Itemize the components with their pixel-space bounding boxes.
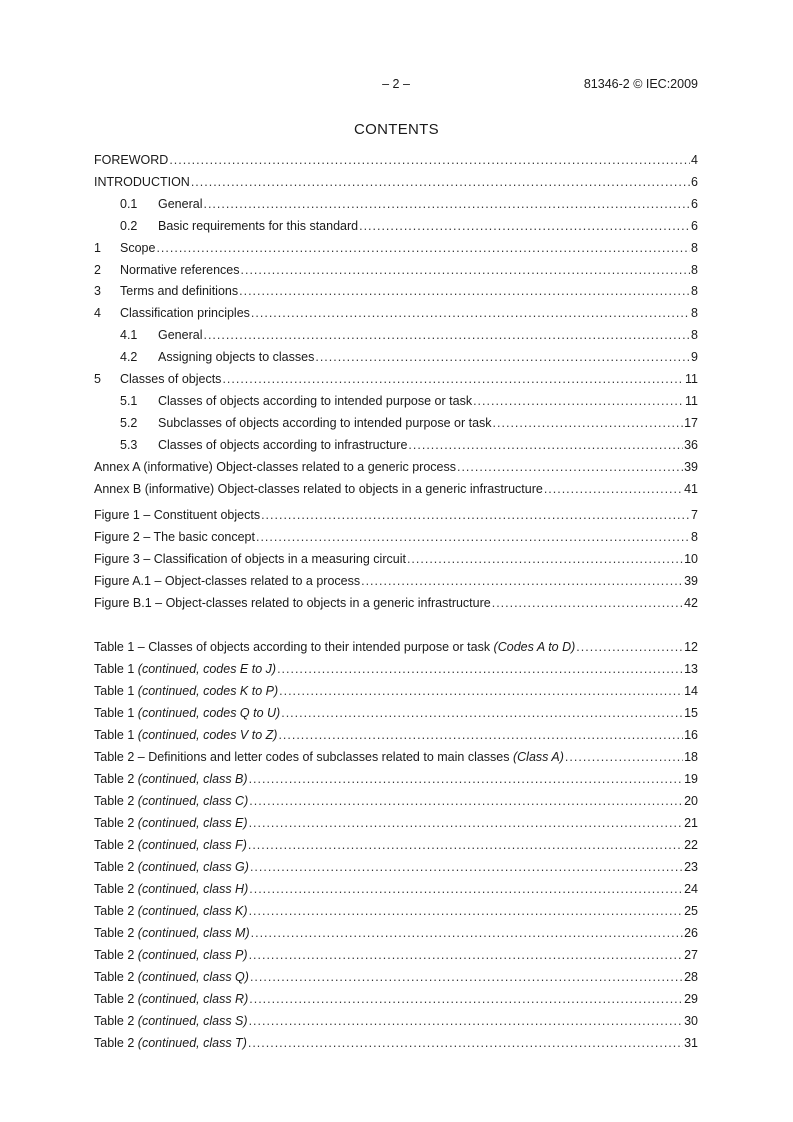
toc-page-number: 8 [691,530,698,544]
table-entry-prefix: Table 2 [94,970,138,984]
table-entry-title [94,881,248,897]
table-entry[interactable] [94,903,698,919]
table-entry-prefix: Table 2 – Definitions and letter codes of subclasses related to main classes [94,750,513,764]
toc-page-number: 10 [684,552,698,566]
page-title: CONTENTS [354,121,439,138]
toc-entry-title [120,327,202,343]
toc-page-number: 30 [684,1014,698,1028]
toc-entry-number: 5.3 [120,437,138,452]
table-entry-qualifier: (continued, class Q) [137,970,249,984]
toc-page-number: 23 [684,860,698,874]
table-entry[interactable] [94,1013,698,1029]
table-entry[interactable] [94,925,698,941]
table-entry-prefix: Table 2 [94,838,138,852]
toc-page-number: 12 [684,640,698,654]
table-entry[interactable] [94,1035,698,1051]
toc-entry-number: 0.1 [120,196,138,211]
toc-page-number: 6 [691,218,698,233]
leader-dots [565,749,683,765]
leader-dots [248,837,683,853]
leader-dots [361,573,683,589]
table-entry-title [94,661,276,677]
table-entry-qualifier: (continued, codes V to Z) [137,728,278,742]
toc-entry-title [94,371,221,387]
table-entry[interactable] [94,859,698,875]
toc-page-number: 8 [691,284,698,299]
leader-dots [278,727,683,743]
toc-entry-title [120,393,472,409]
table-entry-prefix: Table 2 [94,860,138,874]
toc-entry-label: Scope [120,240,156,255]
leader-dots [359,218,690,234]
leader-dots [203,196,690,212]
toc-entry-number: 3 [94,284,101,299]
table-entry-title [94,793,248,809]
toc-entry-number: 1 [94,240,101,255]
toc-entry-title [120,349,314,365]
toc-page-number: 28 [684,970,698,984]
table-entry-title [94,1035,247,1051]
page-header [94,77,698,93]
table-entry-title [94,837,247,853]
toc-entry[interactable] [94,393,698,409]
toc-page-number: 20 [684,794,698,808]
table-entry-prefix: Table 2 [94,904,138,918]
toc-entry[interactable] [94,327,698,343]
table-entry-title [94,903,248,919]
leader-dots [492,595,683,611]
leader-dots [239,283,690,299]
table-entry[interactable] [94,705,698,721]
toc-page-number: 8 [691,262,698,277]
toc-page-number: 25 [684,904,698,918]
leader-dots [249,815,684,831]
table-entry-qualifier: (continued, codes E to J) [137,662,277,676]
toc-entry[interactable] [94,240,698,256]
table-entry-qualifier: (continued, class R) [137,992,249,1006]
leader-dots [473,393,684,409]
toc-page-number: 14 [684,684,698,698]
toc-entry[interactable] [94,218,698,234]
table-entry-qualifier: (continued, class C) [137,794,249,808]
table-entry-prefix: Table 2 [94,926,138,940]
leader-dots [248,1035,683,1051]
leader-dots [203,327,690,343]
toc-entry[interactable] [94,174,698,190]
toc-entry-label: Assigning objects to classes [158,350,315,365]
toc-entry-label: FOREWORD [94,153,169,167]
figure-entry-title: Figure 1 – Constituent objects [94,508,261,522]
table-entry[interactable] [94,661,698,677]
toc-page-number: 19 [684,772,698,786]
leader-dots [576,639,683,655]
toc-entry-title [120,196,202,212]
toc-entry-number: 5.2 [120,415,138,430]
table-entry-title [94,771,248,787]
toc-entry-title [94,305,250,321]
table-entry[interactable] [94,771,698,787]
table-entry-qualifier: (continued, class S) [137,1014,248,1028]
table-entry-prefix: Table 2 [94,1014,138,1028]
toc-page-number: 41 [684,481,698,496]
leader-dots [250,969,683,985]
toc-entry-number: 5.1 [120,393,138,408]
table-entry-qualifier: (continued, class P) [137,948,248,962]
toc-entry[interactable] [94,415,698,431]
toc-entry-title [94,174,190,190]
figure-entry-title: Figure B.1 – Object-classes related to objects in a generic infrastructure [94,596,491,610]
toc-page-number: 8 [691,306,698,321]
table-entry[interactable] [94,793,698,809]
table-entry[interactable] [94,727,698,743]
figure-entry[interactable] [94,595,698,611]
toc-entry-label: Classes of objects according to infrastructure [158,437,408,452]
table-entry-qualifier: (continued, class G) [137,860,249,874]
toc-page-number: 27 [684,948,698,962]
toc-entry[interactable] [94,349,698,365]
toc-entry[interactable] [94,152,698,168]
leader-dots [408,437,683,453]
leader-dots [493,415,684,431]
table-entry-prefix: Table 2 [94,794,138,808]
toc-entry-number: 4.2 [120,350,138,365]
toc-page-number: 17 [684,415,698,430]
toc-page-number: 21 [684,816,698,830]
toc-entry-number: 4.1 [120,328,138,343]
table-entry[interactable] [94,749,698,765]
figure-entry[interactable] [94,529,698,545]
table-entry[interactable] [94,837,698,853]
toc-page-number: 11 [685,372,698,386]
toc-entry-number: 4 [94,306,101,321]
leader-dots [249,991,683,1007]
table-entry[interactable] [94,881,698,897]
toc-page-number: 11 [685,393,698,408]
toc-page-number: 6 [691,174,698,189]
table-entry-qualifier: (continued, class F) [137,838,247,852]
table-entry-prefix: Table 2 [94,948,138,962]
toc-page-number: 9 [691,350,698,365]
figure-entry-title: Figure 2 – The basic concept [94,530,255,544]
toc-page-number: 13 [684,662,698,676]
table-entry-qualifier: (continued, class M) [137,926,250,940]
leader-dots [315,349,690,365]
table-entry-qualifier: (continued, class H) [137,882,249,896]
table-entry-qualifier: (continued, class B) [137,772,248,786]
toc-entry-label: Normative references [120,262,240,277]
leader-dots [222,371,684,387]
table-entry[interactable] [94,815,698,831]
table-entry[interactable] [94,947,698,963]
leader-dots [249,1013,684,1029]
leader-dots [249,771,684,787]
leader-dots [277,661,683,677]
table-entry-title [94,925,250,941]
leader-dots [457,459,683,475]
toc-entry-title [94,459,456,475]
toc-entry-title [94,240,155,256]
toc-entry-number: 5 [94,372,101,386]
toc-page-number: 42 [684,596,698,610]
toc-page-number: 8 [691,328,698,343]
toc-page-number: 7 [691,508,698,522]
toc-entry-label: General [158,196,203,211]
leader-dots [249,793,683,809]
leader-dots [249,881,683,897]
toc-entry-title [94,481,543,497]
figure-entry[interactable] [94,573,698,589]
toc-entry-label: Classes of objects according to intended purpose or task [158,393,473,408]
toc-page-number: 31 [684,1036,698,1050]
toc-entry[interactable] [94,283,698,299]
table-entry-prefix: Table 2 [94,1036,138,1050]
table-entry-prefix: Table 1 – Classes of objects according to their intended purpose or task [94,640,494,654]
leader-dots [261,507,690,523]
toc-entry-label: Annex A (informative) Object-classes related to a generic process [94,459,456,474]
toc-page-number: 15 [684,706,698,720]
table-entry-title [94,639,575,655]
toc-entry[interactable] [94,481,698,497]
toc-page-number: 39 [684,574,698,588]
toc-page-number: 6 [691,196,698,211]
leader-dots [241,262,691,278]
leader-dots [250,859,683,875]
leader-dots [251,925,683,941]
table-entry-prefix: Table 1 [94,684,138,698]
leader-dots [544,481,683,497]
table-entry-title [94,991,248,1007]
toc-page-number: 39 [684,459,698,474]
table-entry[interactable] [94,969,698,985]
leader-dots [191,174,690,190]
leader-dots [251,305,690,321]
toc-entry-label: General [158,328,203,343]
toc-entry[interactable] [94,459,698,475]
table-entry-prefix: Table 1 [94,728,138,742]
table-entry-qualifier: (continued, class E) [137,816,248,830]
table-entry-qualifier: (Class A) [512,750,564,764]
toc-entry-label: Annex B (informative) Object-classes related to objects in a generic infrastructure [94,481,543,496]
table-entry-qualifier: (continued, codes K to P) [137,684,279,698]
toc-entry-title [94,262,240,278]
leader-dots [249,903,684,919]
toc-entry-label: INTRODUCTION [94,174,190,189]
table-entry-title [94,683,278,699]
table-entry-qualifier: (continued, codes Q to U) [137,706,281,720]
table-entry-qualifier: (continued, class T) [137,1036,247,1050]
table-entry-qualifier: (Codes A to D) [493,640,576,654]
toc-entry[interactable] [94,437,698,453]
table-entry-title [94,727,277,743]
page-number: – 2 – [382,77,410,91]
table-entry-prefix: Table 2 [94,882,138,896]
toc-entry-label: Terms and definitions [120,284,239,299]
toc-page-number: 24 [684,882,698,896]
toc-entry-title [120,415,492,431]
toc-page-number: 8 [691,240,698,255]
table-entry-qualifier: (continued, class K) [137,904,248,918]
toc-page-number: 26 [684,926,698,940]
toc-entry-label: Subclasses of objects according to intended purpose or task [158,415,492,430]
table-entry[interactable] [94,639,698,655]
toc-entry-label: Basic requirements for this standard [158,218,359,233]
table-entry-title [94,815,248,831]
document-id: 81346-2 © IEC:2009 [583,77,698,91]
leader-dots [249,947,684,963]
figure-entry-title: Figure A.1 – Object-classes related to a process [94,574,361,588]
toc-page-number: 22 [684,838,698,852]
table-entry-prefix: Table 2 [94,816,138,830]
toc-entry-title [94,283,238,299]
toc-page-number: 4 [691,153,698,167]
table-entry-title [94,947,248,963]
toc-entry-number: 0.2 [120,218,138,233]
leader-dots [169,152,690,168]
table-entry-prefix: Table 1 [94,706,138,720]
table-entry-title [94,859,249,875]
leader-dots [256,529,690,545]
toc-entry-label: Classification principles [120,306,250,321]
toc-entry[interactable] [94,262,698,278]
figure-entry[interactable] [94,507,698,523]
leader-dots [279,683,683,699]
toc-entry-number: 2 [94,262,101,277]
toc-entry[interactable] [94,196,698,212]
toc-page-number: 16 [684,728,698,742]
table-entry-title [94,969,249,985]
table-entry-prefix: Table 1 [94,662,138,676]
table-entry-prefix: Table 2 [94,992,138,1006]
table-entry[interactable] [94,683,698,699]
toc-page-number: 29 [684,992,698,1006]
table-entry-prefix: Table 2 [94,772,138,786]
toc-entry-title [120,218,358,234]
toc-page-number: 36 [684,437,698,452]
table-entry[interactable] [94,991,698,1007]
toc-entry-title [94,152,168,168]
table-entry-title [94,1013,248,1029]
figure-entry-title: Figure 3 – Classification of objects in a measuring circuit [94,552,406,566]
leader-dots [281,705,683,721]
table-entry-title [94,749,564,765]
figure-entry[interactable] [94,551,698,567]
toc-entry-title [120,437,407,453]
toc-entry-label: Classes of objects [120,372,222,386]
toc-page-number: 18 [684,750,698,764]
toc-entry[interactable] [94,305,698,321]
leader-dots [407,551,683,567]
leader-dots [156,240,690,256]
toc-entry[interactable] [94,371,698,387]
table-entry-title [94,705,280,721]
